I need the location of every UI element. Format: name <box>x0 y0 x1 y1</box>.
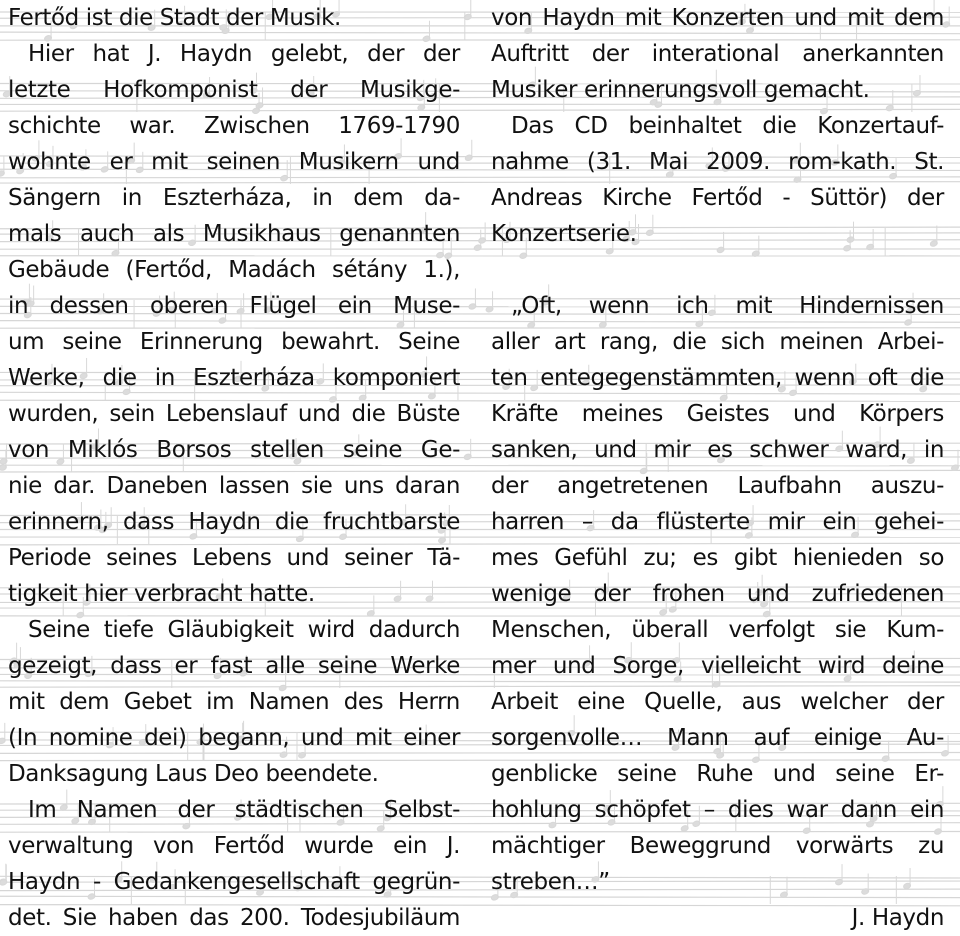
text-line: letzte Hofkomponist der Musikge- <box>8 72 460 108</box>
text-line: wurden, sein Lebenslauf und die Büste <box>8 396 460 432</box>
text-line: Hier hat J. Haydn gelebt, der der <box>8 36 460 72</box>
text-line: in dessen oberen Flügel ein Muse- <box>8 288 460 324</box>
text-line: Das CD beinhaltet die Konzertauf- <box>491 108 944 144</box>
right-text-column <box>491 0 944 936</box>
text-line: gezeigt, dass er fast alle seine Werke <box>8 648 460 684</box>
quote-line: „Oft, wenn ich mit Hindernissen <box>491 288 944 324</box>
note-head <box>0 170 5 177</box>
quote-line: Menschen, überall verfolgt sie Kum- <box>491 612 944 648</box>
text-line: von Haydn mit Konzerten und mit dem <box>491 0 944 36</box>
text-line: tigkeit hier verbracht hatte. <box>8 576 460 612</box>
text-line: nie dar. Daneben lassen sie uns daran <box>8 468 460 504</box>
text-line: schichte war. Zwischen 1769-1790 <box>8 108 460 144</box>
text-line: Fertőd ist die Stadt der Musik. <box>8 0 460 36</box>
text-line: mals auch als Musikhaus genannten <box>8 216 460 252</box>
quote-line: sanken, und mir es schwer ward, in <box>491 432 944 468</box>
text-line: Gebäude (Fertőd, Madách sétány 1.), <box>8 252 460 288</box>
text-line: von Miklós Borsos stellen seine Ge- <box>8 432 460 468</box>
quote-line: hohlung schöpfet – dies war dann ein <box>491 792 944 828</box>
quote-line: mächtiger Beweggrund vorwärts zu <box>491 828 944 864</box>
text-line: wohnte er mit seinen Musikern und <box>8 144 460 180</box>
text-line: mit dem Gebet im Namen des Herrn <box>8 684 460 720</box>
quote-line: ten entegegenstämmten, wenn oft die <box>491 360 944 396</box>
quote-line: der angetretenen Laufbahn auszu- <box>491 468 944 504</box>
quote-line: aller art rang, die sich meinen Arbei- <box>491 324 944 360</box>
text-line: Andreas Kirche Fertőd - Süttör) der <box>491 180 944 216</box>
quote-line: sorgenvolle… Mann auf einige Au- <box>491 720 944 756</box>
text-line: Werke, die in Eszterháza komponiert <box>8 360 460 396</box>
quote-line: mer und Sorge, vielleicht wird deine <box>491 648 944 684</box>
text-line: Auftritt der interational anerkannten <box>491 36 944 72</box>
text-line: Musiker erinnerungsvoll gemacht. <box>491 72 944 108</box>
left-text-column <box>8 0 460 936</box>
paragraph-gap <box>491 252 944 288</box>
quote-line: mes Gefühl zu; es gibt hienieden so <box>491 540 944 576</box>
text-line: Periode seines Lebens und seiner Tä- <box>8 540 460 576</box>
text-line: erinnern, dass Haydn die fruchtbarste <box>8 504 460 540</box>
quote-line: harren – da flüsterte mir ein gehei- <box>491 504 944 540</box>
text-line: verwaltung von Fertőd wurde ein J. <box>8 828 460 864</box>
text-line: Danksagung Laus Deo beendete. <box>8 756 460 792</box>
quote-line: wenige der frohen und zufriedenen <box>491 576 944 612</box>
quote-line: streben…” <box>491 864 944 900</box>
text-line: Haydn - Gedankengesellschaft gegrün- <box>8 864 460 900</box>
text-line: Konzertserie. <box>491 216 944 252</box>
signature: J. Haydn <box>491 900 944 936</box>
text-line: Seine tiefe Gläubigkeit wird dadurch <box>8 612 460 648</box>
text-line: det. Sie haben das 200. Todesjubiläum <box>8 900 460 936</box>
text-line: (In nomine dei) begann, und mit einer <box>8 720 460 756</box>
quote-line: genblicke seine Ruhe und seine Er- <box>491 756 944 792</box>
text-line: Sängern in Eszterháza, in dem da- <box>8 180 460 216</box>
text-line: Im Namen der städtischen Selbst- <box>8 792 460 828</box>
quote-line: Kräfte meines Geistes und Körpers <box>491 396 944 432</box>
text-line: nahme (31. Mai 2009. rom-kath. St. <box>491 144 944 180</box>
text-line: um seine Erinnerung bewahrt. Seine <box>8 324 460 360</box>
quote-line: Arbeit eine Quelle, aus welcher der <box>491 684 944 720</box>
